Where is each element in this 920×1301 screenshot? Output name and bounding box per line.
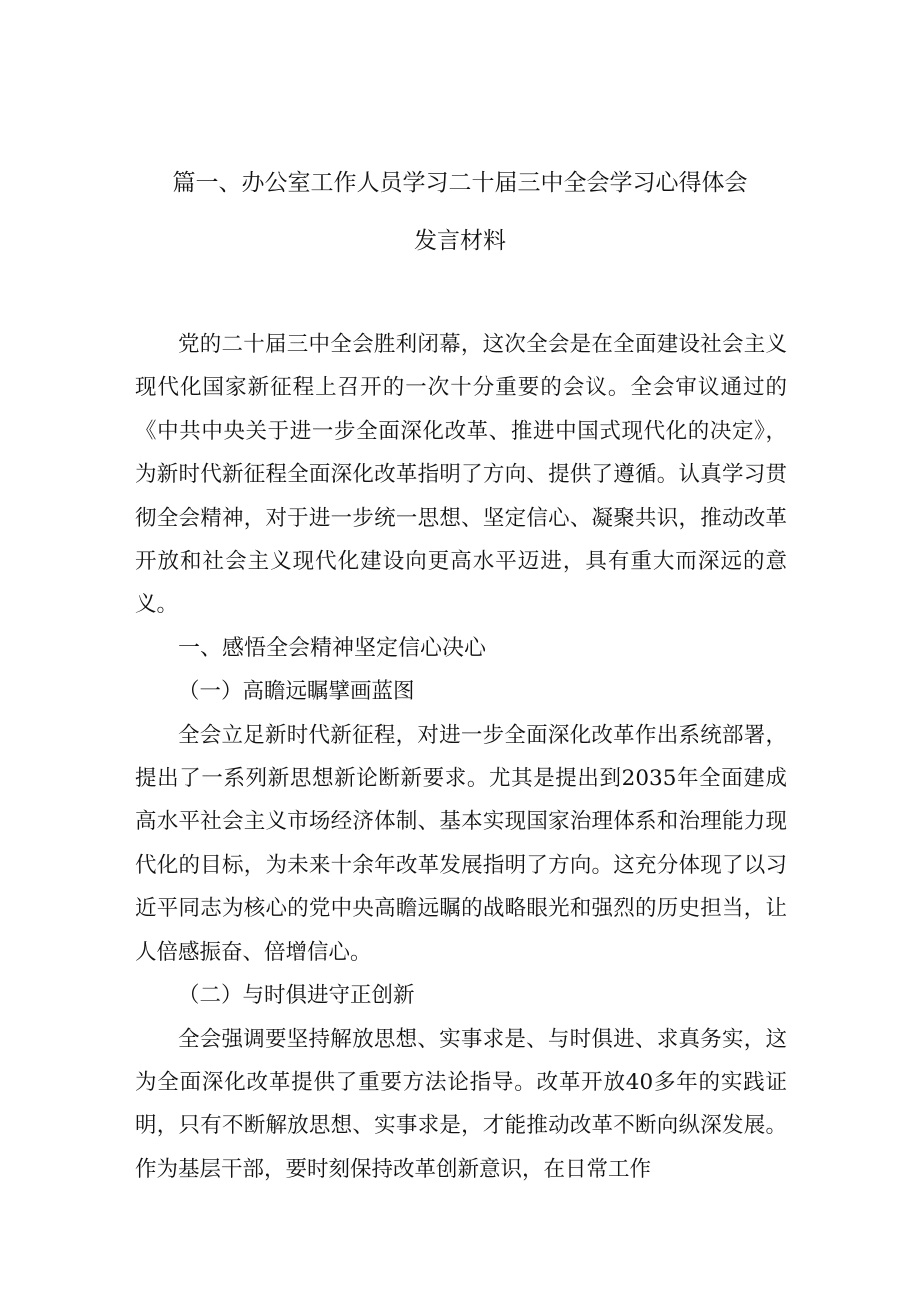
paragraph-3: 全会强调要坚持解放思想、实事求是、与时俱进、求真务实，这为全面深化改革提供了重要方法论指导。改革开放40多年的实践证明，只有不断解放思想、实事求是，才能推动改革不断向纵深发展。作为基层干部，要时刻保持改革创新意识，在日常工作 <box>135 1026 787 1182</box>
paragraph-2: 全会立足新时代新征程，对进一步全面深化改革作出系统部署，提出了一系列新思想新论断新要求。尤其是提出到2035年全面建成高水平社会主义市场经济体制、基本实现国家治理体系和治理能力现代化的目标，为未来十余年改革发展指明了方向。这充分体现了以习近平同志为核心的党中央高瞻远瞩的战略眼光和强烈的历史担当，让人倍感振奋、倍增信心。 <box>135 722 787 965</box>
document-title-line2: 发言材料 <box>414 228 506 254</box>
document-body <box>135 323 787 1191</box>
intro-paragraph: 党的二十届三中全会胜利闭幕，这次全会是在全面建设社会主义现代化国家新征程上召开的一次十分重要的会议。全会审议通过的《中共中央关于进一步全面深化改革、推进中国式现代化的决定》，为新时代新征程全面深化改革指明了方向、提供了遵循。认真学习贯彻全会精神，对于进一步统一思想、坚定信心、凝聚共识，推动改革开放和社会主义现代化建设向更高水平迈进，具有重大而深远的意义。 <box>135 332 787 618</box>
subsection-heading-1: （一）高瞻远瞩擘画蓝图 <box>178 679 415 705</box>
document-title-line1: 篇一、办公室工作人员学习二十届三中全会学习心得体会 <box>172 170 748 196</box>
subsection-heading-2: （二）与时俱进守正创新 <box>178 983 415 1009</box>
section-heading-1: 一、感悟全会精神坚定信心决心 <box>178 635 487 661</box>
